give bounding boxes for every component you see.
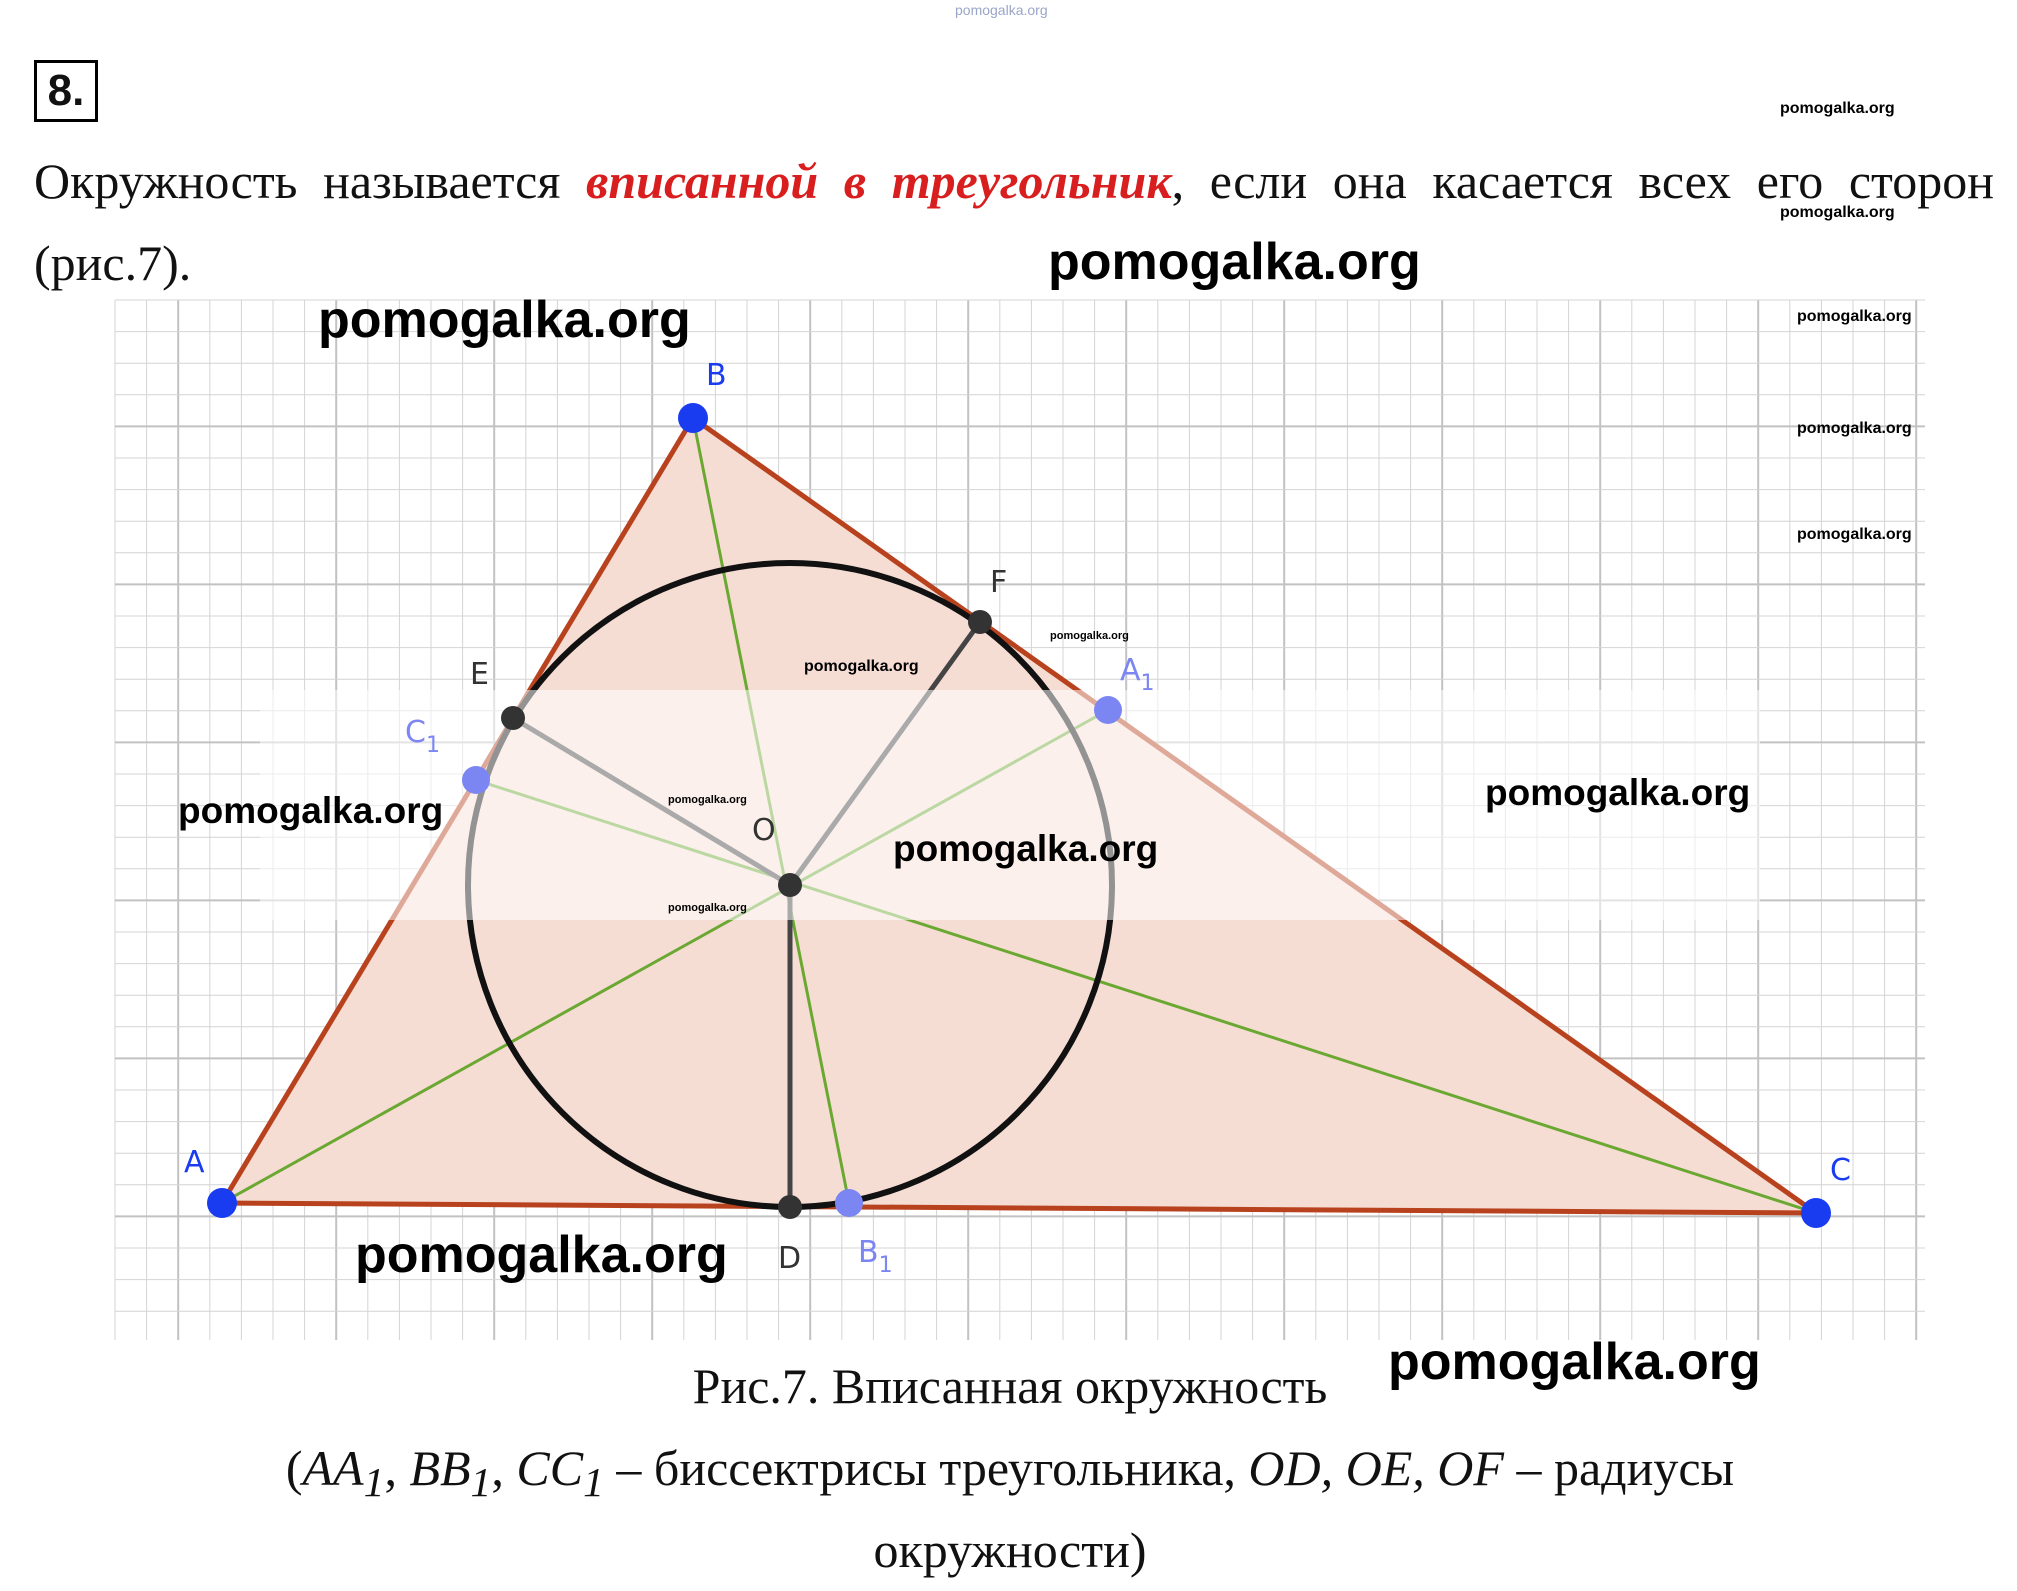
caption-sub: 1 [470,1460,492,1506]
label-a1: $A_1$ [1120,653,1155,696]
caption-radii: OD, OE, OF [1248,1440,1504,1496]
label-a: A [184,1145,205,1180]
watermark-fig-top-left: pomogalka.org [318,291,691,349]
label-c1: $C_1$ [405,715,440,758]
label-e: E [470,657,489,692]
caption-bisectors-text: – биссектрисы треугольника, [603,1440,1249,1496]
point-b1 [835,1189,863,1217]
caption-line-2: ($AA_1$, $BB_1$, $CC_1$ – биссектрисы треугольника, OD, OE, OF – радиусы [285,1440,1735,1506]
label-c: C [1830,1153,1851,1188]
point-c1 [462,766,490,794]
watermark-fig-inner-small: pomogalka.org [804,658,919,675]
watermark-fig-tiny-1: pomogalka.org [668,794,747,806]
definition-term: вписанной в треугольник [586,153,1172,209]
label-o: O [752,813,776,848]
watermark-fig-right-3: pomogalka.org [1797,526,1912,543]
watermark-corner-2: pomogalka.org [1780,204,1895,221]
watermark-fig-mid-small: pomogalka.org [1050,630,1129,642]
definition-text-before: Окружность называется [34,153,586,209]
caption-bb: BB [409,1440,471,1496]
caption-cc: CC [516,1440,584,1496]
caption-title: Рис.7. Вписанная окружность [692,1358,1328,1414]
point-o [778,873,802,897]
watermark-fig-left: pomogalka.org [178,790,444,831]
point-c [1801,1198,1831,1228]
watermark-caption: pomogalka.org [1388,1333,1761,1391]
watermark-fig-right-2: pomogalka.org [1797,420,1912,437]
caption-sub: 1 [583,1460,604,1506]
task-number: 8. [34,60,98,122]
point-a1 [1094,696,1122,724]
point-a [207,1188,237,1218]
caption-end: окружности) [873,1522,1147,1578]
caption-line-3 [120,1509,1900,1591]
label-f: F [990,565,1008,600]
label-b1: $B_1$ [858,1235,893,1278]
watermark-corner-1: pomogalka.org [1780,100,1895,117]
watermark-heading: pomogalka.org [1048,233,1421,291]
point-e [501,706,525,730]
caption-radii-text: – радиусы [1503,1440,1735,1496]
point-b [678,403,708,433]
watermark-fig-right-big: pomogalka.org [1485,772,1751,813]
watermark-fig-right-1: pomogalka.org [1797,308,1912,325]
label-d: D [778,1241,802,1276]
caption-sub: 1 [363,1460,385,1506]
definition-text-after: , если она касается всех его сторон (рис.7). [34,153,1994,291]
watermark-fig-bottom: pomogalka.org [355,1226,728,1284]
label-b: B [706,358,727,393]
point-d [778,1195,802,1219]
watermark-fig-tiny-2: pomogalka.org [668,902,747,914]
watermark-fig-center: pomogalka.org [893,828,1159,869]
caption-aa: AA [302,1440,364,1496]
watermark-top: pomogalka.org [955,2,1048,18]
point-f [968,610,992,634]
